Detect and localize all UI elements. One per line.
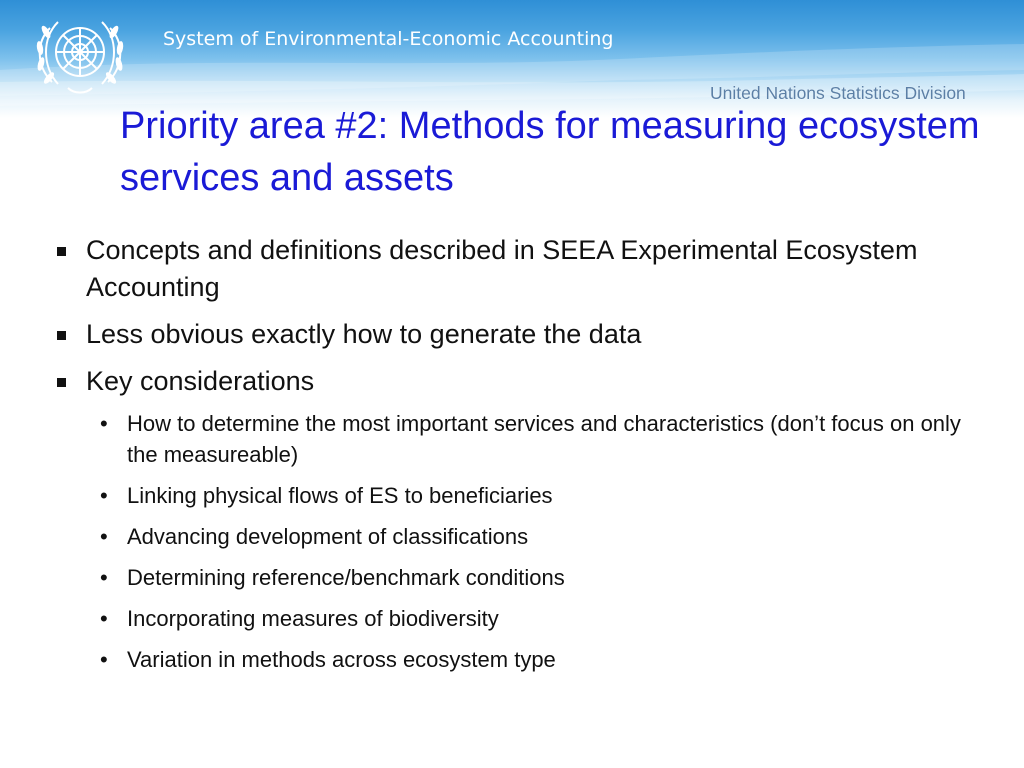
bullet-list [0, 232, 1024, 685]
bullet-item [0, 316, 1024, 353]
bullet-text: Concepts and definitions described in SEEA Experimental Ecosystem Accounting [86, 235, 918, 302]
un-emblem-icon [28, 8, 132, 100]
slide-title: Priority area #2: Methods for measuring ecosystem services and assets [120, 105, 980, 199]
sub-bullet-text: Advancing development of classifications [127, 524, 529, 549]
bullet-item [0, 232, 1024, 306]
sub-bullet-item [0, 521, 1024, 552]
dot-bullet-icon: • [100, 606, 108, 631]
dot-bullet-icon: • [100, 565, 108, 590]
bullet-item [0, 363, 1024, 400]
sub-bullet-text: Linking physical flows of ES to beneficiaries [127, 483, 553, 508]
organization-name: United Nations Statistics Division [710, 83, 966, 103]
dot-bullet-icon: • [100, 647, 108, 672]
sub-bullet-item [0, 603, 1024, 634]
sub-bullet-list [0, 408, 1024, 675]
bullet-text: Less obvious exactly how to generate the data [86, 319, 642, 349]
dot-bullet-icon: • [100, 483, 108, 508]
sub-bullet-item [0, 408, 1024, 470]
dot-bullet-icon: • [100, 524, 108, 549]
sub-bullet-group [0, 408, 1024, 675]
square-bullet-icon [57, 247, 66, 256]
sub-bullet-item [0, 644, 1024, 675]
sub-bullet-item [0, 562, 1024, 593]
bullet-text: Key considerations [86, 366, 315, 396]
sub-bullet-text: Variation in methods across ecosystem type [127, 647, 556, 672]
square-bullet-icon [57, 378, 66, 387]
sub-bullet-item [0, 480, 1024, 511]
sub-bullet-text: Determining reference/benchmark conditions [127, 565, 565, 590]
dot-bullet-icon: • [100, 411, 108, 436]
square-bullet-icon [57, 331, 66, 340]
sub-bullet-text: Incorporating measures of biodiversity [127, 606, 499, 631]
program-name: System of Environmental-Economic Accounting [163, 28, 614, 50]
sub-bullet-text: How to determine the most important services and characteristics (don’t focus on only the measureable) [127, 411, 961, 467]
